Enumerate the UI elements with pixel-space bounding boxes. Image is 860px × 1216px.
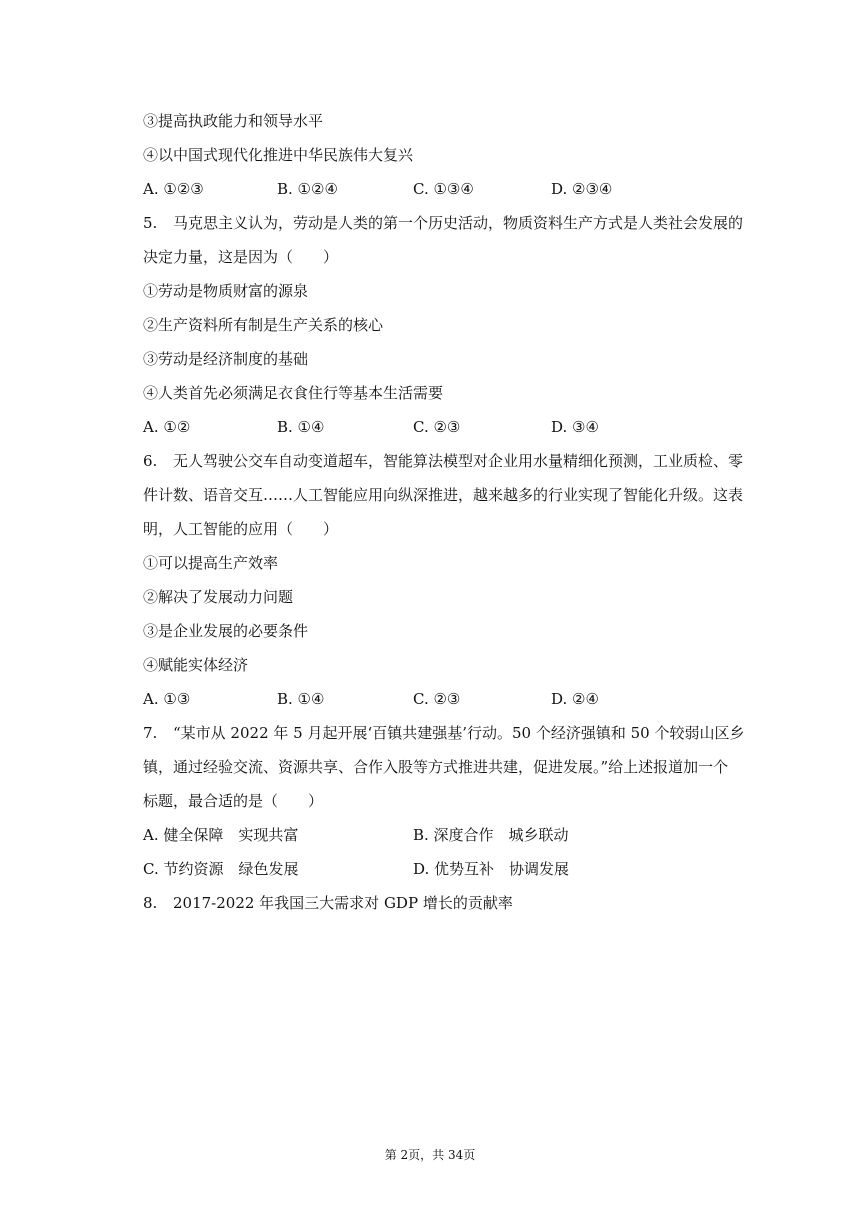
question-number: 8. [143,894,158,912]
q6-item-4: ④赋能实体经济 [143,656,249,674]
q4-option-c: C. ①③④ [413,180,474,198]
q5-item-3: ③劳动是经济制度的基础 [143,350,309,368]
q6-item-3: ③是企业发展的必要条件 [143,622,309,640]
q7-stem-line-2: 镇，通过经验交流、资源共享、合作入股等方式推进共建，促进发展。”给上述报道加一个 [143,758,729,776]
q7-stem-line-3: 标题，最合适的是（ ） [143,792,324,810]
question-stem-text: “某市从 2022 年 5 月起开展‘百镇共建强基’行动。50 个经济强镇和 50 个较弱山区乡 [173,724,745,742]
q5-item-1: ①劳动是物质财富的源泉 [143,282,309,300]
q5-option-d: D. ③④ [551,418,599,436]
question-number: 5. [143,214,158,232]
q7-option-d: D. 优势互补 协调发展 [413,860,570,878]
q5-item-2: ②生产资料所有制是生产关系的核心 [143,316,384,334]
q7-option-c: C. 节约资源 绿色发展 [143,860,299,878]
question-number: 7. [143,724,158,742]
q7-stem-line-1 [143,723,744,743]
q4-option-a: A. ①②③ [143,180,204,198]
q5-option-b: B. ①④ [277,418,325,436]
q7-option-a: A. 健全保障 实现共富 [143,826,299,844]
q5-stem-line-1 [143,213,743,233]
q6-option-c: C. ②③ [413,690,461,708]
question-stem-text: 马克思主义认为，劳动是人类的第一个历史活动，物质资料生产方式是人类社会发展的 [173,214,744,232]
q6-item-1: ①可以提高生产效率 [143,554,279,572]
q6-stem-line-3: 明，人工智能的应用（ ） [143,520,339,538]
q5-item-4: ④人类首先必须满足衣食住行等基本生活需要 [143,384,444,402]
question-stem-text: 2017-2022 年我国三大需求对 GDP 增长的贡献率 [173,894,513,912]
q7-option-b: B. 深度合作 城乡联动 [413,826,569,844]
question-number: 6. [143,452,158,470]
q6-stem-line-2: 件计数、语音交互……人工智能应用向纵深推进，越来越多的行业实现了智能化升级。这表 [143,486,744,504]
q4-option-d: D. ②③④ [551,180,613,198]
q5-stem-line-2: 决定力量，这是因为（ ） [143,248,339,266]
q4-item-4: ④以中国式现代化推进中华民族伟大复兴 [143,146,414,164]
q6-stem-line-1 [143,451,743,471]
q4-item-3: ③提高执政能力和领导水平 [143,112,324,130]
q4-option-b: B. ①②④ [277,180,338,198]
question-stem-text: 无人驾驶公交车自动变道超车，智能算法模型对企业用水量精细化预测，工业质检、零 [173,452,744,470]
page-footer: 第 2页，共 34页 [384,1148,476,1162]
q6-option-d: D. ②④ [551,690,599,708]
q6-item-2: ②解决了发展动力问题 [143,588,294,606]
q6-option-b: B. ①④ [277,690,325,708]
q5-option-a: A. ①② [143,418,191,436]
q5-option-c: C. ②③ [413,418,461,436]
q6-option-a: A. ①③ [143,690,191,708]
q8-stem-line-1 [143,893,513,913]
